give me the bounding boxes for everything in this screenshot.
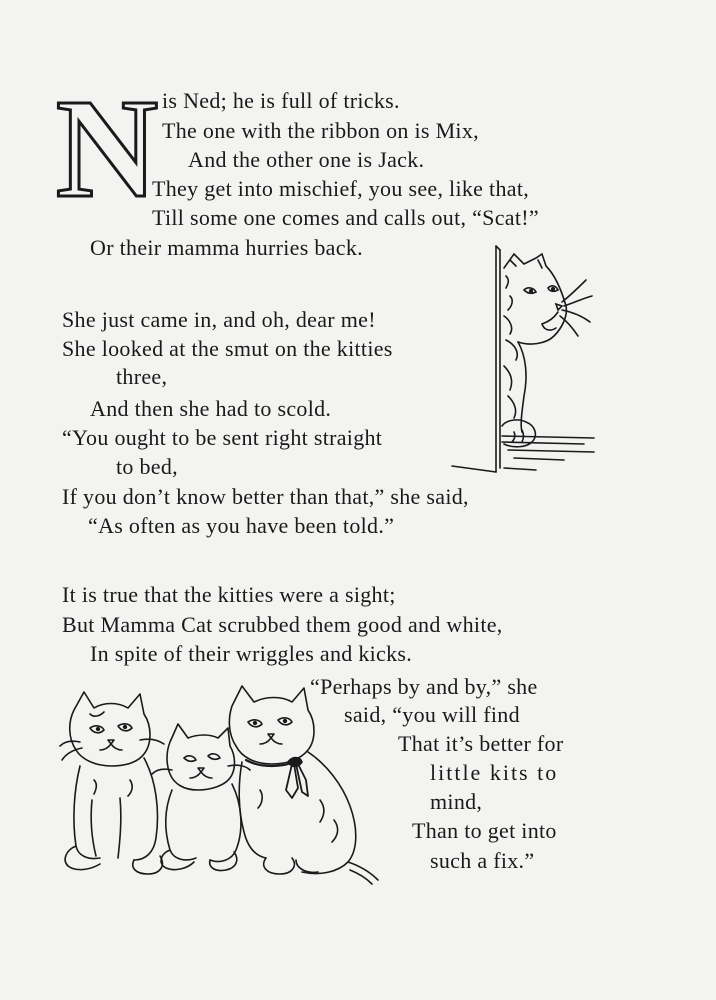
stanza3-line-5: said, “you will find: [344, 702, 520, 727]
stanza3-line-10: such a fix.”: [430, 848, 535, 873]
stanza2-line-1: She just came in, and oh, dear me!: [62, 307, 376, 332]
stanza2-line-5: “You ought to be sent right straight: [62, 425, 383, 450]
stanza2-line-6: to bed,: [116, 454, 178, 479]
stanza1-line-5: Till some one comes and calls out, “Scat!”: [152, 205, 539, 230]
stanza3-line-7: little kits to: [430, 760, 559, 785]
mamma-cat-peeking-illustration: [444, 236, 600, 476]
drop-cap-letter: [55, 69, 159, 227]
stanza3-line-9: Than to get into: [412, 818, 557, 843]
stanza1-line-2: The one with the ribbon on is Mix,: [162, 118, 479, 143]
stanza3-line-1: It is true that the kitties were a sight;: [62, 582, 396, 607]
stanza2-line-2: She looked at the smut on the kitties: [62, 336, 393, 361]
drop-cap-n: N: [55, 69, 159, 227]
stanza1-line-4: They get into mischief, you see, like that,: [152, 176, 530, 201]
stanza3-line-3: In spite of their wriggles and kicks.: [90, 641, 413, 666]
stanza3-line-6: That it’s better for: [398, 731, 564, 756]
stanza1-line-6: Or their mamma hurries back.: [90, 235, 363, 260]
stanza2-line-7: If you don’t know better than that,” she said,: [62, 484, 469, 509]
three-kittens-illustration: [60, 680, 380, 885]
stanza2-line-4: And then she had to scold.: [90, 396, 332, 421]
stanza3-line-2: But Mamma Cat scrubbed them good and white,: [62, 612, 503, 637]
stanza2-line-3: three,: [116, 364, 168, 389]
stanza3-line-8: mind,: [430, 789, 483, 814]
stanza2-line-8: “As often as you have been told.”: [88, 513, 395, 538]
stanza3-line-4: “Perhaps by and by,” she: [310, 674, 538, 699]
stanza1-line-3: And the other one is Jack.: [188, 147, 425, 172]
stanza1-line-1: is Ned; he is full of tricks.: [162, 88, 400, 113]
